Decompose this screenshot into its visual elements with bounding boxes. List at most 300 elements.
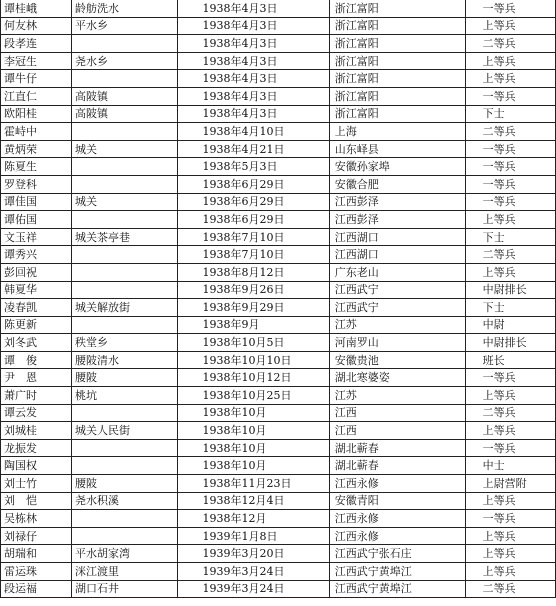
table-row [1, 492, 556, 510]
cell-place [72, 35, 178, 53]
table-row [1, 510, 556, 528]
name-text: 雷运珠 [4, 564, 37, 578]
cell-date [177, 439, 329, 457]
cell-name [1, 17, 72, 35]
rank-text: 一等兵 [482, 512, 516, 526]
cell-origin [329, 580, 465, 598]
cell-name [1, 387, 72, 405]
cell-rank [465, 211, 555, 229]
name-text: 韩夏华 [4, 283, 37, 297]
origin-text: 河南罗山 [334, 336, 379, 350]
place-text: 城关 [75, 142, 98, 156]
date-text: 1938年10月12日 [202, 371, 292, 385]
table-row [1, 334, 556, 352]
date-text: 1938年9月29日 [202, 300, 285, 314]
cell-place [72, 369, 178, 387]
name-text: 谭 俊 [4, 353, 37, 367]
name-text: 刘城桂 [4, 424, 37, 438]
cell-rank [465, 580, 555, 598]
rank-text: 上等兵 [482, 564, 516, 578]
cell-rank [465, 369, 555, 387]
table-row [1, 369, 556, 387]
cell-date [177, 246, 329, 264]
cell-date [177, 87, 329, 105]
rank-text: 一等兵 [482, 89, 516, 103]
date-text: 1938年7月10日 [202, 248, 285, 262]
cell-name [1, 510, 72, 528]
cell-place [72, 211, 178, 229]
cell-date [177, 0, 329, 17]
table-row [1, 175, 556, 193]
place-text: 秩堂乡 [75, 336, 109, 350]
origin-text: 江西 [334, 424, 357, 438]
rank-text: 一等兵 [482, 1, 516, 15]
rank-text: 中尉排长 [482, 336, 527, 350]
cell-origin [329, 123, 465, 141]
cell-name [1, 299, 72, 317]
rank-text: 二等兵 [482, 124, 516, 138]
name-text: 霍峙中 [4, 124, 37, 138]
cell-date [177, 316, 329, 334]
date-text: 1938年10月 [202, 406, 267, 420]
roster-body [1, 0, 556, 598]
name-text: 陶国权 [4, 459, 37, 473]
origin-text: 安徽孙家埠 [334, 160, 390, 174]
cell-name [1, 246, 72, 264]
cell-date [177, 457, 329, 475]
name-text: 谭云发 [4, 406, 37, 420]
name-text: 欧阳桂 [4, 107, 37, 121]
date-text: 1938年4月3日 [202, 72, 278, 86]
table-row [1, 299, 556, 317]
table-row [1, 193, 556, 211]
cell-name [1, 105, 72, 123]
cell-name [1, 527, 72, 545]
rank-text: 一等兵 [482, 160, 516, 174]
cell-date [177, 422, 329, 440]
origin-text: 江西彭泽 [334, 195, 379, 209]
place-text: 平水胡家湾 [75, 547, 131, 561]
place-text: 腰陂清水 [75, 353, 120, 367]
rank-text: 一等兵 [482, 195, 516, 209]
cell-name [1, 52, 72, 70]
cell-date [177, 475, 329, 493]
cell-origin [329, 492, 465, 510]
cell-name [1, 351, 72, 369]
cell-date [177, 123, 329, 141]
cell-rank [465, 492, 555, 510]
name-text: 龙振发 [4, 441, 37, 455]
cell-name [1, 580, 72, 598]
origin-text: 江西 [334, 406, 357, 420]
cell-rank [465, 246, 555, 264]
cell-origin [329, 510, 465, 528]
name-text: 谭牛仔 [4, 72, 37, 86]
cell-rank [465, 404, 555, 422]
origin-text: 安徽合肥 [334, 177, 379, 191]
date-text: 1938年7月10日 [202, 230, 285, 244]
origin-text: 上海 [334, 124, 357, 138]
origin-text: 浙江富阳 [334, 72, 379, 86]
table-row [1, 140, 556, 158]
cell-rank [465, 439, 555, 457]
cell-origin [329, 545, 465, 563]
origin-text: 浙江富阳 [334, 54, 379, 68]
origin-text: 江西彭泽 [334, 212, 379, 226]
cell-date [177, 351, 329, 369]
cell-name [1, 422, 72, 440]
cell-origin [329, 105, 465, 123]
table-row [1, 246, 556, 264]
date-text: 1938年10月10日 [202, 353, 292, 367]
cell-origin [329, 527, 465, 545]
table-row [1, 228, 556, 246]
name-text: 谭秀兴 [4, 248, 37, 262]
table-row [1, 35, 556, 53]
cell-origin [329, 17, 465, 35]
cell-origin [329, 228, 465, 246]
place-text: 腰陂 [75, 371, 98, 385]
name-text: 刘 恺 [4, 494, 37, 508]
cell-date [177, 545, 329, 563]
cell-rank [465, 351, 555, 369]
cell-origin [329, 369, 465, 387]
place-text: 平水乡 [75, 19, 109, 33]
cell-place [72, 87, 178, 105]
cell-place [72, 492, 178, 510]
cell-origin [329, 422, 465, 440]
origin-text: 浙江富阳 [334, 107, 379, 121]
cell-place [72, 158, 178, 176]
rank-text: 上尉营附 [482, 476, 527, 490]
place-text: 龄舫洗水 [75, 1, 120, 15]
rank-text: 上等兵 [482, 424, 516, 438]
cell-name [1, 158, 72, 176]
cell-rank [465, 70, 555, 88]
cell-name [1, 228, 72, 246]
table-row [1, 281, 556, 299]
cell-date [177, 158, 329, 176]
date-text: 1938年9月 [202, 318, 260, 332]
cell-place [72, 52, 178, 70]
place-text: 湖口石井 [75, 582, 120, 596]
date-text: 1938年5月3日 [202, 160, 278, 174]
date-text: 1939年1月8日 [202, 529, 278, 543]
cell-rank [465, 175, 555, 193]
rank-text: 下士 [482, 107, 505, 121]
rank-text: 一等兵 [482, 142, 516, 156]
date-text: 1938年4月21日 [202, 142, 285, 156]
date-text: 1938年6月29日 [202, 177, 285, 191]
date-text: 1938年11月23日 [202, 476, 292, 490]
cell-rank [465, 527, 555, 545]
cell-name [1, 123, 72, 141]
cell-name [1, 457, 72, 475]
cell-name [1, 475, 72, 493]
table-row [1, 158, 556, 176]
cell-rank [465, 563, 555, 581]
name-text: 陈更新 [4, 318, 37, 332]
cell-date [177, 527, 329, 545]
cell-date [177, 299, 329, 317]
cell-name [1, 211, 72, 229]
origin-text: 江西湖口 [334, 230, 379, 244]
origin-text: 江西永修 [334, 512, 379, 526]
origin-text: 江苏 [334, 318, 357, 332]
date-text: 1938年4月3日 [202, 107, 278, 121]
date-text: 1938年10月 [202, 424, 267, 438]
cell-rank [465, 299, 555, 317]
date-text: 1938年10月 [202, 441, 267, 455]
cell-place [72, 334, 178, 352]
name-text: 刘士竹 [4, 476, 37, 490]
date-text: 1939年3月24日 [202, 564, 285, 578]
cell-date [177, 334, 329, 352]
place-text: 城关解放街 [75, 300, 131, 314]
cell-rank [465, 140, 555, 158]
origin-text: 山东峄县 [334, 142, 379, 156]
cell-rank [465, 422, 555, 440]
name-text: 刘禄仔 [4, 529, 37, 543]
table-row [1, 17, 556, 35]
table-row [1, 422, 556, 440]
date-text: 1938年4月3日 [202, 36, 278, 50]
date-text: 1938年12月 [202, 512, 267, 526]
origin-text: 浙江富阳 [334, 36, 379, 50]
place-text: 城关人民街 [75, 424, 131, 438]
cell-origin [329, 263, 465, 281]
cell-rank [465, 193, 555, 211]
cell-place [72, 123, 178, 141]
cell-place [72, 281, 178, 299]
cell-origin [329, 35, 465, 53]
rank-text: 上等兵 [482, 547, 516, 561]
cell-name [1, 263, 72, 281]
origin-text: 广东老山 [334, 265, 379, 279]
table-row [1, 123, 556, 141]
cell-origin [329, 439, 465, 457]
cell-rank [465, 475, 555, 493]
cell-origin [329, 351, 465, 369]
cell-rank [465, 87, 555, 105]
table-row [1, 105, 556, 123]
cell-place [72, 140, 178, 158]
cell-rank [465, 281, 555, 299]
origin-text: 浙江富阳 [334, 19, 379, 33]
cell-place [72, 457, 178, 475]
name-text: 文玉祥 [4, 230, 37, 244]
cell-name [1, 35, 72, 53]
date-text: 1938年10月5日 [202, 336, 285, 350]
cell-date [177, 140, 329, 158]
table-row [1, 439, 556, 457]
rank-text: 二等兵 [482, 582, 516, 596]
date-text: 1938年10月 [202, 459, 267, 473]
rank-text: 一等兵 [482, 441, 516, 455]
cell-rank [465, 316, 555, 334]
cell-origin [329, 140, 465, 158]
cell-place [72, 404, 178, 422]
name-text: 谭佳国 [4, 195, 37, 209]
cell-name [1, 193, 72, 211]
cell-date [177, 17, 329, 35]
cell-name [1, 563, 72, 581]
cell-name [1, 87, 72, 105]
cell-rank [465, 105, 555, 123]
cell-origin [329, 52, 465, 70]
place-text: 高陂镇 [75, 89, 109, 103]
cell-origin [329, 211, 465, 229]
name-text: 尹 恩 [4, 371, 37, 385]
name-text: 罗登科 [4, 177, 37, 191]
name-text: 李冠生 [4, 54, 37, 68]
cell-place [72, 545, 178, 563]
rank-text: 上等兵 [482, 529, 516, 543]
cell-rank [465, 52, 555, 70]
origin-text: 湖北蕲春 [334, 459, 379, 473]
date-text: 1938年9月26日 [202, 283, 285, 297]
origin-text: 江西武宁黄埠江 [334, 564, 412, 578]
place-text: 尧水乡 [75, 54, 109, 68]
cell-origin [329, 246, 465, 264]
table-row [1, 211, 556, 229]
name-text: 萧广时 [4, 388, 37, 402]
cell-origin [329, 299, 465, 317]
rank-text: 一等兵 [482, 371, 516, 385]
cell-rank [465, 0, 555, 17]
cell-place [72, 246, 178, 264]
name-text: 谭佑国 [4, 212, 37, 226]
cell-place [72, 422, 178, 440]
date-text: 1938年4月3日 [202, 1, 278, 15]
date-text: 1938年4月10日 [202, 124, 285, 138]
place-text: 城关茶亭巷 [75, 230, 131, 244]
cell-place [72, 263, 178, 281]
cell-name [1, 316, 72, 334]
cell-date [177, 105, 329, 123]
cell-place [72, 299, 178, 317]
cell-name [1, 334, 72, 352]
name-text: 江直仁 [4, 89, 37, 103]
rank-text: 下士 [482, 300, 505, 314]
rank-text: 上等兵 [482, 54, 516, 68]
place-text: 桃坑 [75, 388, 98, 402]
rank-text: 二等兵 [482, 406, 516, 420]
date-text: 1938年4月3日 [202, 19, 278, 33]
rank-text: 中尉排长 [482, 283, 527, 297]
date-text: 1939年3月24日 [202, 582, 285, 596]
cell-name [1, 492, 72, 510]
table-row [1, 457, 556, 475]
table-row [1, 70, 556, 88]
table-row [1, 87, 556, 105]
rank-text: 中尉 [482, 318, 505, 332]
date-text: 1938年12月4日 [202, 494, 285, 508]
cell-name [1, 175, 72, 193]
cell-origin [329, 457, 465, 475]
place-text: 城关 [75, 195, 98, 209]
name-text: 谭桂峨 [4, 1, 37, 15]
date-text: 1939年3月20日 [202, 547, 285, 561]
cell-origin [329, 87, 465, 105]
rank-text: 上等兵 [482, 72, 516, 86]
origin-text: 浙江富阳 [334, 89, 379, 103]
rank-text: 上等兵 [482, 265, 516, 279]
cell-name [1, 281, 72, 299]
cell-rank [465, 334, 555, 352]
cell-origin [329, 316, 465, 334]
cell-rank [465, 263, 555, 281]
cell-date [177, 263, 329, 281]
origin-text: 安徽青阳 [334, 494, 379, 508]
cell-date [177, 510, 329, 528]
table-row [1, 52, 556, 70]
origin-text: 江西永修 [334, 476, 379, 490]
cell-rank [465, 228, 555, 246]
origin-text: 江西武宁张石庄 [334, 547, 412, 561]
cell-origin [329, 281, 465, 299]
rank-text: 下士 [482, 230, 505, 244]
cell-name [1, 369, 72, 387]
cell-place [72, 510, 178, 528]
date-text: 1938年6月29日 [202, 212, 285, 226]
table-row [1, 475, 556, 493]
cell-origin [329, 70, 465, 88]
cell-place [72, 316, 178, 334]
table-row [1, 580, 556, 598]
cell-place [72, 70, 178, 88]
rank-text: 一等兵 [482, 177, 516, 191]
table-row [1, 351, 556, 369]
cell-origin [329, 563, 465, 581]
cell-origin [329, 193, 465, 211]
cell-place [72, 527, 178, 545]
name-text: 陈夏生 [4, 160, 37, 174]
date-text: 1938年8月12日 [202, 265, 285, 279]
cell-date [177, 387, 329, 405]
cell-place [72, 0, 178, 17]
cell-date [177, 228, 329, 246]
name-text: 胡瑞和 [4, 547, 37, 561]
cell-origin [329, 158, 465, 176]
rank-text: 二等兵 [482, 36, 516, 50]
rank-text: 上等兵 [482, 212, 516, 226]
origin-text: 江西武宁黄埠江 [334, 582, 412, 596]
rank-text: 二等兵 [482, 248, 516, 262]
cell-date [177, 281, 329, 299]
origin-text: 江西永修 [334, 529, 379, 543]
place-text: 高陂镇 [75, 107, 109, 121]
name-text: 刘冬武 [4, 336, 37, 350]
cell-place [72, 387, 178, 405]
cell-rank [465, 387, 555, 405]
cell-rank [465, 457, 555, 475]
cell-origin [329, 475, 465, 493]
table-row [1, 545, 556, 563]
cell-rank [465, 545, 555, 563]
cell-origin [329, 334, 465, 352]
cell-rank [465, 17, 555, 35]
cell-place [72, 563, 178, 581]
cell-rank [465, 510, 555, 528]
cell-date [177, 52, 329, 70]
origin-text: 江西武宁 [334, 283, 379, 297]
cell-name [1, 140, 72, 158]
name-text: 段运福 [4, 582, 37, 596]
origin-text: 江苏 [334, 388, 357, 402]
cell-origin [329, 175, 465, 193]
cell-date [177, 404, 329, 422]
